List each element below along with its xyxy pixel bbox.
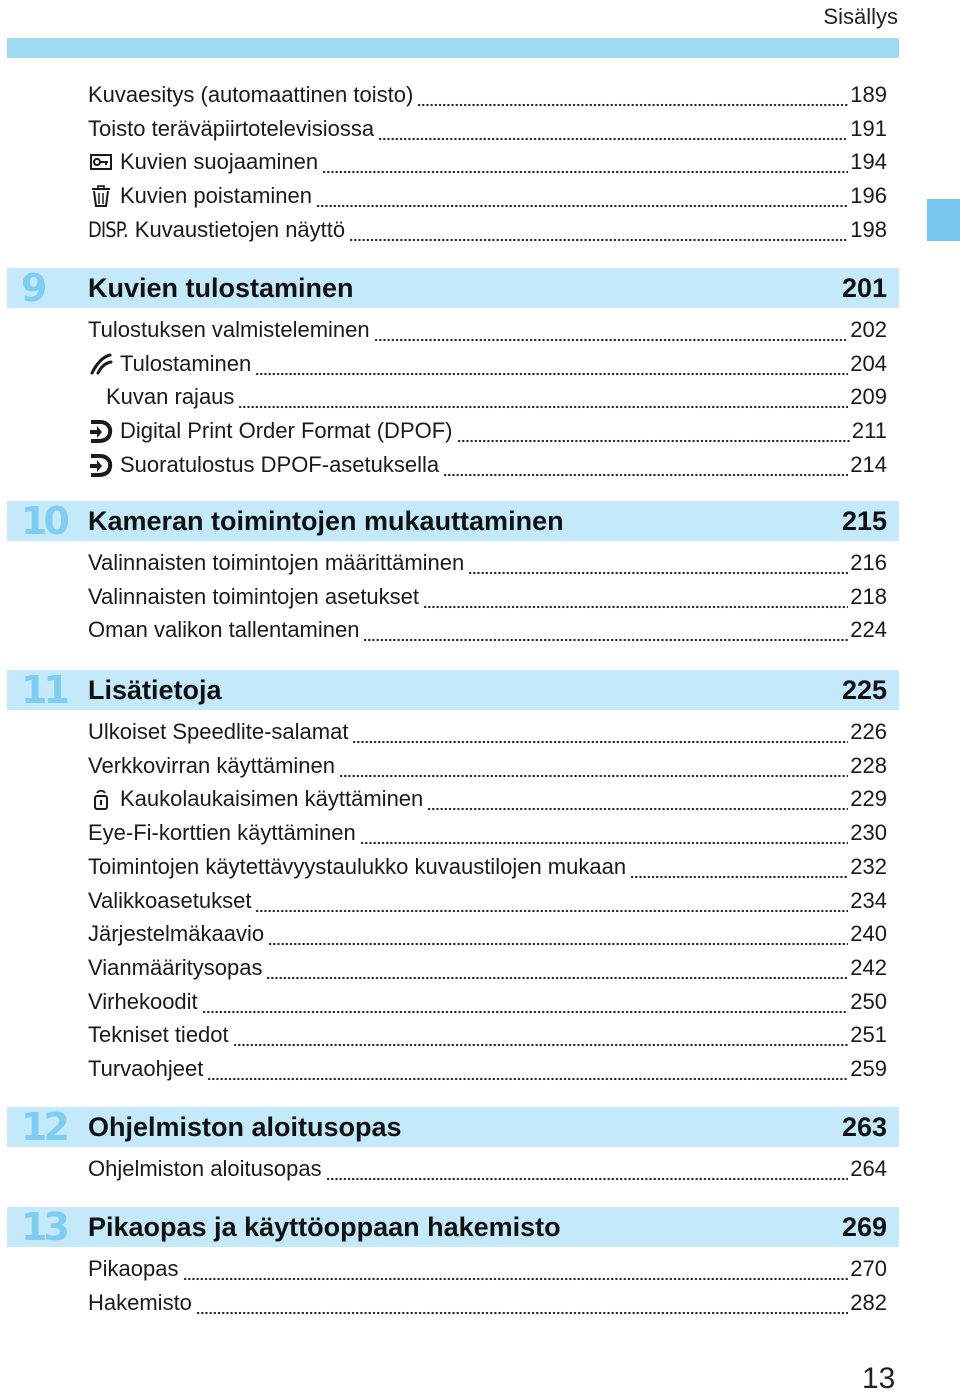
page-number: 13 — [862, 1362, 896, 1395]
dot-leader — [268, 924, 848, 946]
toc-entry-label: Turvaohjeet — [88, 1056, 204, 1081]
toc-entry-page: 224 — [850, 617, 887, 643]
toc-entry-label: Ulkoiset Speedlite-salamat — [88, 719, 349, 744]
toc-entry[interactable] — [88, 448, 887, 482]
toc-entry-label: Valinnaisten toimintojen määrittäminen — [88, 550, 465, 575]
toc-entry-label: Virhekoodit — [88, 988, 198, 1014]
chapter-page: 263 — [841, 1112, 887, 1142]
chapter-heading[interactable] — [7, 670, 899, 710]
toc-entry-label: Tulostaminen — [120, 350, 252, 376]
chapter-page: 215 — [841, 506, 887, 536]
chapter-number: 13 — [21, 1205, 66, 1249]
section-title: Sisällys — [823, 4, 898, 29]
toc-entry[interactable] — [88, 112, 887, 146]
toc-entry[interactable] — [88, 613, 887, 647]
dot-leader — [238, 387, 848, 409]
toc-entry-page: 282 — [850, 1289, 887, 1315]
dot-leader — [326, 1159, 849, 1181]
toc-entry-label: Kuvaustietojen näyttö — [134, 216, 346, 242]
toc-entry-page: 226 — [850, 719, 887, 744]
toc-entry-page: 250 — [850, 988, 887, 1014]
toc-entry[interactable] — [88, 1286, 887, 1320]
toc-entry-page: 232 — [850, 853, 887, 879]
dot-leader — [374, 320, 849, 342]
toc-entry[interactable] — [88, 951, 887, 985]
toc-entry-label: Valikkoasetukset — [88, 887, 252, 913]
toc-entry-label: Hakemisto — [88, 1289, 192, 1315]
toc-entry-page: 191 — [850, 115, 887, 141]
toc-entry-label: Tulostuksen valmisteleminen — [88, 317, 370, 342]
toc-entry-label: Pikaopas — [88, 1256, 179, 1281]
toc-entry[interactable] — [88, 179, 887, 213]
toc-entry[interactable] — [88, 1018, 887, 1052]
toc-entry-page: 202 — [850, 317, 887, 342]
toc-entry-label: Kuvaesitys (automaattinen toisto) — [88, 82, 414, 107]
dot-leader — [378, 119, 848, 141]
toc-entry-page: 259 — [850, 1056, 887, 1081]
toc-entry-page: 242 — [850, 954, 887, 980]
toc-entry-label: Ohjelmiston aloitusopas — [88, 1156, 322, 1181]
toc-entry-label: Vianmääritysopas — [88, 954, 263, 980]
pictbridge-icon — [88, 351, 114, 377]
toc-entry-label: Kuvan rajaus — [106, 384, 235, 410]
dot-leader — [196, 1293, 848, 1315]
toc-entry-page: 270 — [850, 1256, 887, 1281]
chapter-heading[interactable] — [7, 1107, 899, 1147]
chapter-title: Kuvien tulostaminen — [88, 273, 354, 303]
toc-entry[interactable] — [88, 749, 887, 783]
dot-leader — [255, 354, 848, 376]
print-order-icon — [88, 452, 114, 478]
toc-entry-page: 198 — [850, 216, 887, 242]
toc-entry[interactable] — [88, 1252, 887, 1286]
toc-entry[interactable] — [88, 917, 887, 951]
dot-leader — [423, 587, 848, 609]
toc-entry-page: 209 — [850, 384, 887, 410]
chapter-page: 201 — [841, 273, 887, 303]
print-order-icon — [88, 418, 114, 444]
dot-leader — [457, 421, 850, 443]
toc-entry-page: 251 — [850, 1022, 887, 1048]
toc-entry-page: 234 — [850, 887, 887, 913]
toc-entry-page: 194 — [850, 149, 887, 175]
toc-entry[interactable] — [88, 145, 887, 179]
protect-key-icon — [88, 149, 114, 175]
dot-leader — [207, 1059, 848, 1081]
toc-entry[interactable] — [88, 414, 887, 448]
toc-entry[interactable] — [88, 985, 887, 1019]
trash-icon — [88, 183, 114, 209]
dot-leader — [183, 1259, 849, 1281]
chapter-title: Ohjelmiston aloitusopas — [88, 1112, 402, 1142]
toc-entry-label: Toimintojen käytettävyystaulukko kuvaustilojen mukaan — [88, 853, 627, 879]
dot-leader — [443, 455, 848, 477]
toc-entry[interactable] — [88, 213, 887, 247]
toc-entry-label: Digital Print Order Format (DPOF) — [120, 418, 453, 444]
dot-leader — [266, 958, 848, 980]
chapter-title: Pikaopas ja käyttöoppaan hakemisto — [88, 1212, 561, 1242]
chapter-heading[interactable] — [7, 1207, 899, 1247]
toc-entry-page: 214 — [850, 451, 887, 477]
dot-leader — [202, 992, 849, 1014]
side-thumb-tab — [927, 199, 960, 241]
dot-leader — [339, 756, 848, 778]
chapter-page: 225 — [841, 675, 887, 705]
dot-leader — [255, 891, 848, 913]
chapter-heading[interactable] — [7, 501, 899, 541]
toc-entry[interactable] — [88, 580, 887, 614]
toc-entry[interactable] — [88, 313, 887, 347]
toc-entry-label: Toisto teräväpiirtotelevisiossa — [88, 115, 375, 141]
chapter-number: 11 — [21, 668, 66, 712]
toc-entry-page: 218 — [850, 583, 887, 609]
dot-leader — [630, 857, 848, 879]
toc-entry-page: 229 — [850, 786, 887, 812]
dot-leader — [349, 220, 848, 242]
toc-entry-label: Oman valikon tallentaminen — [88, 617, 360, 643]
dot-leader — [322, 152, 848, 174]
toc-entry-label: Järjestelmäkaavio — [88, 921, 265, 947]
dot-leader — [427, 789, 848, 811]
dot-leader — [352, 722, 848, 744]
chapter-number: 10 — [21, 499, 66, 543]
chapter-number: 9 — [21, 266, 44, 310]
remote-release-icon — [88, 786, 114, 812]
toc-entry-label: Tekniset tiedot — [88, 1022, 229, 1048]
disp-icon: DISP. — [88, 217, 128, 242]
toc-entry-page: 204 — [850, 350, 887, 376]
dot-leader — [360, 823, 849, 845]
toc-entry-page: 196 — [850, 183, 887, 209]
toc-entry-page: 216 — [850, 550, 887, 575]
toc-entry-page: 230 — [850, 820, 887, 846]
toc-entry[interactable] — [88, 1152, 887, 1186]
toc-entry[interactable] — [88, 884, 887, 918]
dot-leader — [316, 186, 848, 208]
toc-entry-label: Valinnaisten toimintojen asetukset — [88, 583, 420, 609]
chapter-page: 269 — [841, 1212, 887, 1242]
toc-entry[interactable] — [88, 850, 887, 884]
dot-leader — [363, 620, 848, 642]
toc-entry[interactable] — [106, 380, 887, 414]
toc-entry-label: Verkkovirran käyttäminen — [88, 752, 335, 778]
dot-leader — [233, 1025, 849, 1047]
dot-leader — [417, 85, 848, 107]
toc-entry[interactable] — [88, 1052, 887, 1086]
toc-entry-page: 211 — [851, 418, 887, 444]
toc-entry[interactable] — [88, 546, 887, 580]
toc-entry[interactable] — [88, 816, 887, 850]
toc-entry-page: 240 — [850, 921, 887, 947]
chapter-number: 12 — [21, 1105, 66, 1149]
toc-entry-label: Kuvien suojaaminen — [120, 149, 319, 175]
toc-entry-label: Suoratulostus DPOF-asetuksella — [120, 451, 440, 477]
toc-entry[interactable] — [88, 347, 887, 381]
toc-entry-page: 189 — [850, 82, 887, 107]
toc-entry-label: Kuvien poistaminen — [120, 183, 313, 209]
toc-entry-label: Eye-Fi-korttien käyttäminen — [88, 820, 356, 846]
toc-entry[interactable] — [88, 782, 887, 816]
toc-entry-page: 264 — [850, 1156, 887, 1181]
toc-entry[interactable] — [88, 78, 887, 112]
toc-entry-page: 228 — [850, 752, 887, 778]
toc-entry-label: Kaukolaukaisimen käyttäminen — [120, 786, 424, 812]
toc-entry[interactable] — [88, 715, 887, 749]
header-accent-bar — [7, 38, 899, 58]
chapter-title: Lisätietoja — [88, 675, 222, 705]
chapter-heading[interactable] — [7, 268, 899, 308]
dot-leader — [468, 553, 848, 575]
chapter-title: Kameran toimintojen mukauttaminen — [88, 506, 564, 536]
